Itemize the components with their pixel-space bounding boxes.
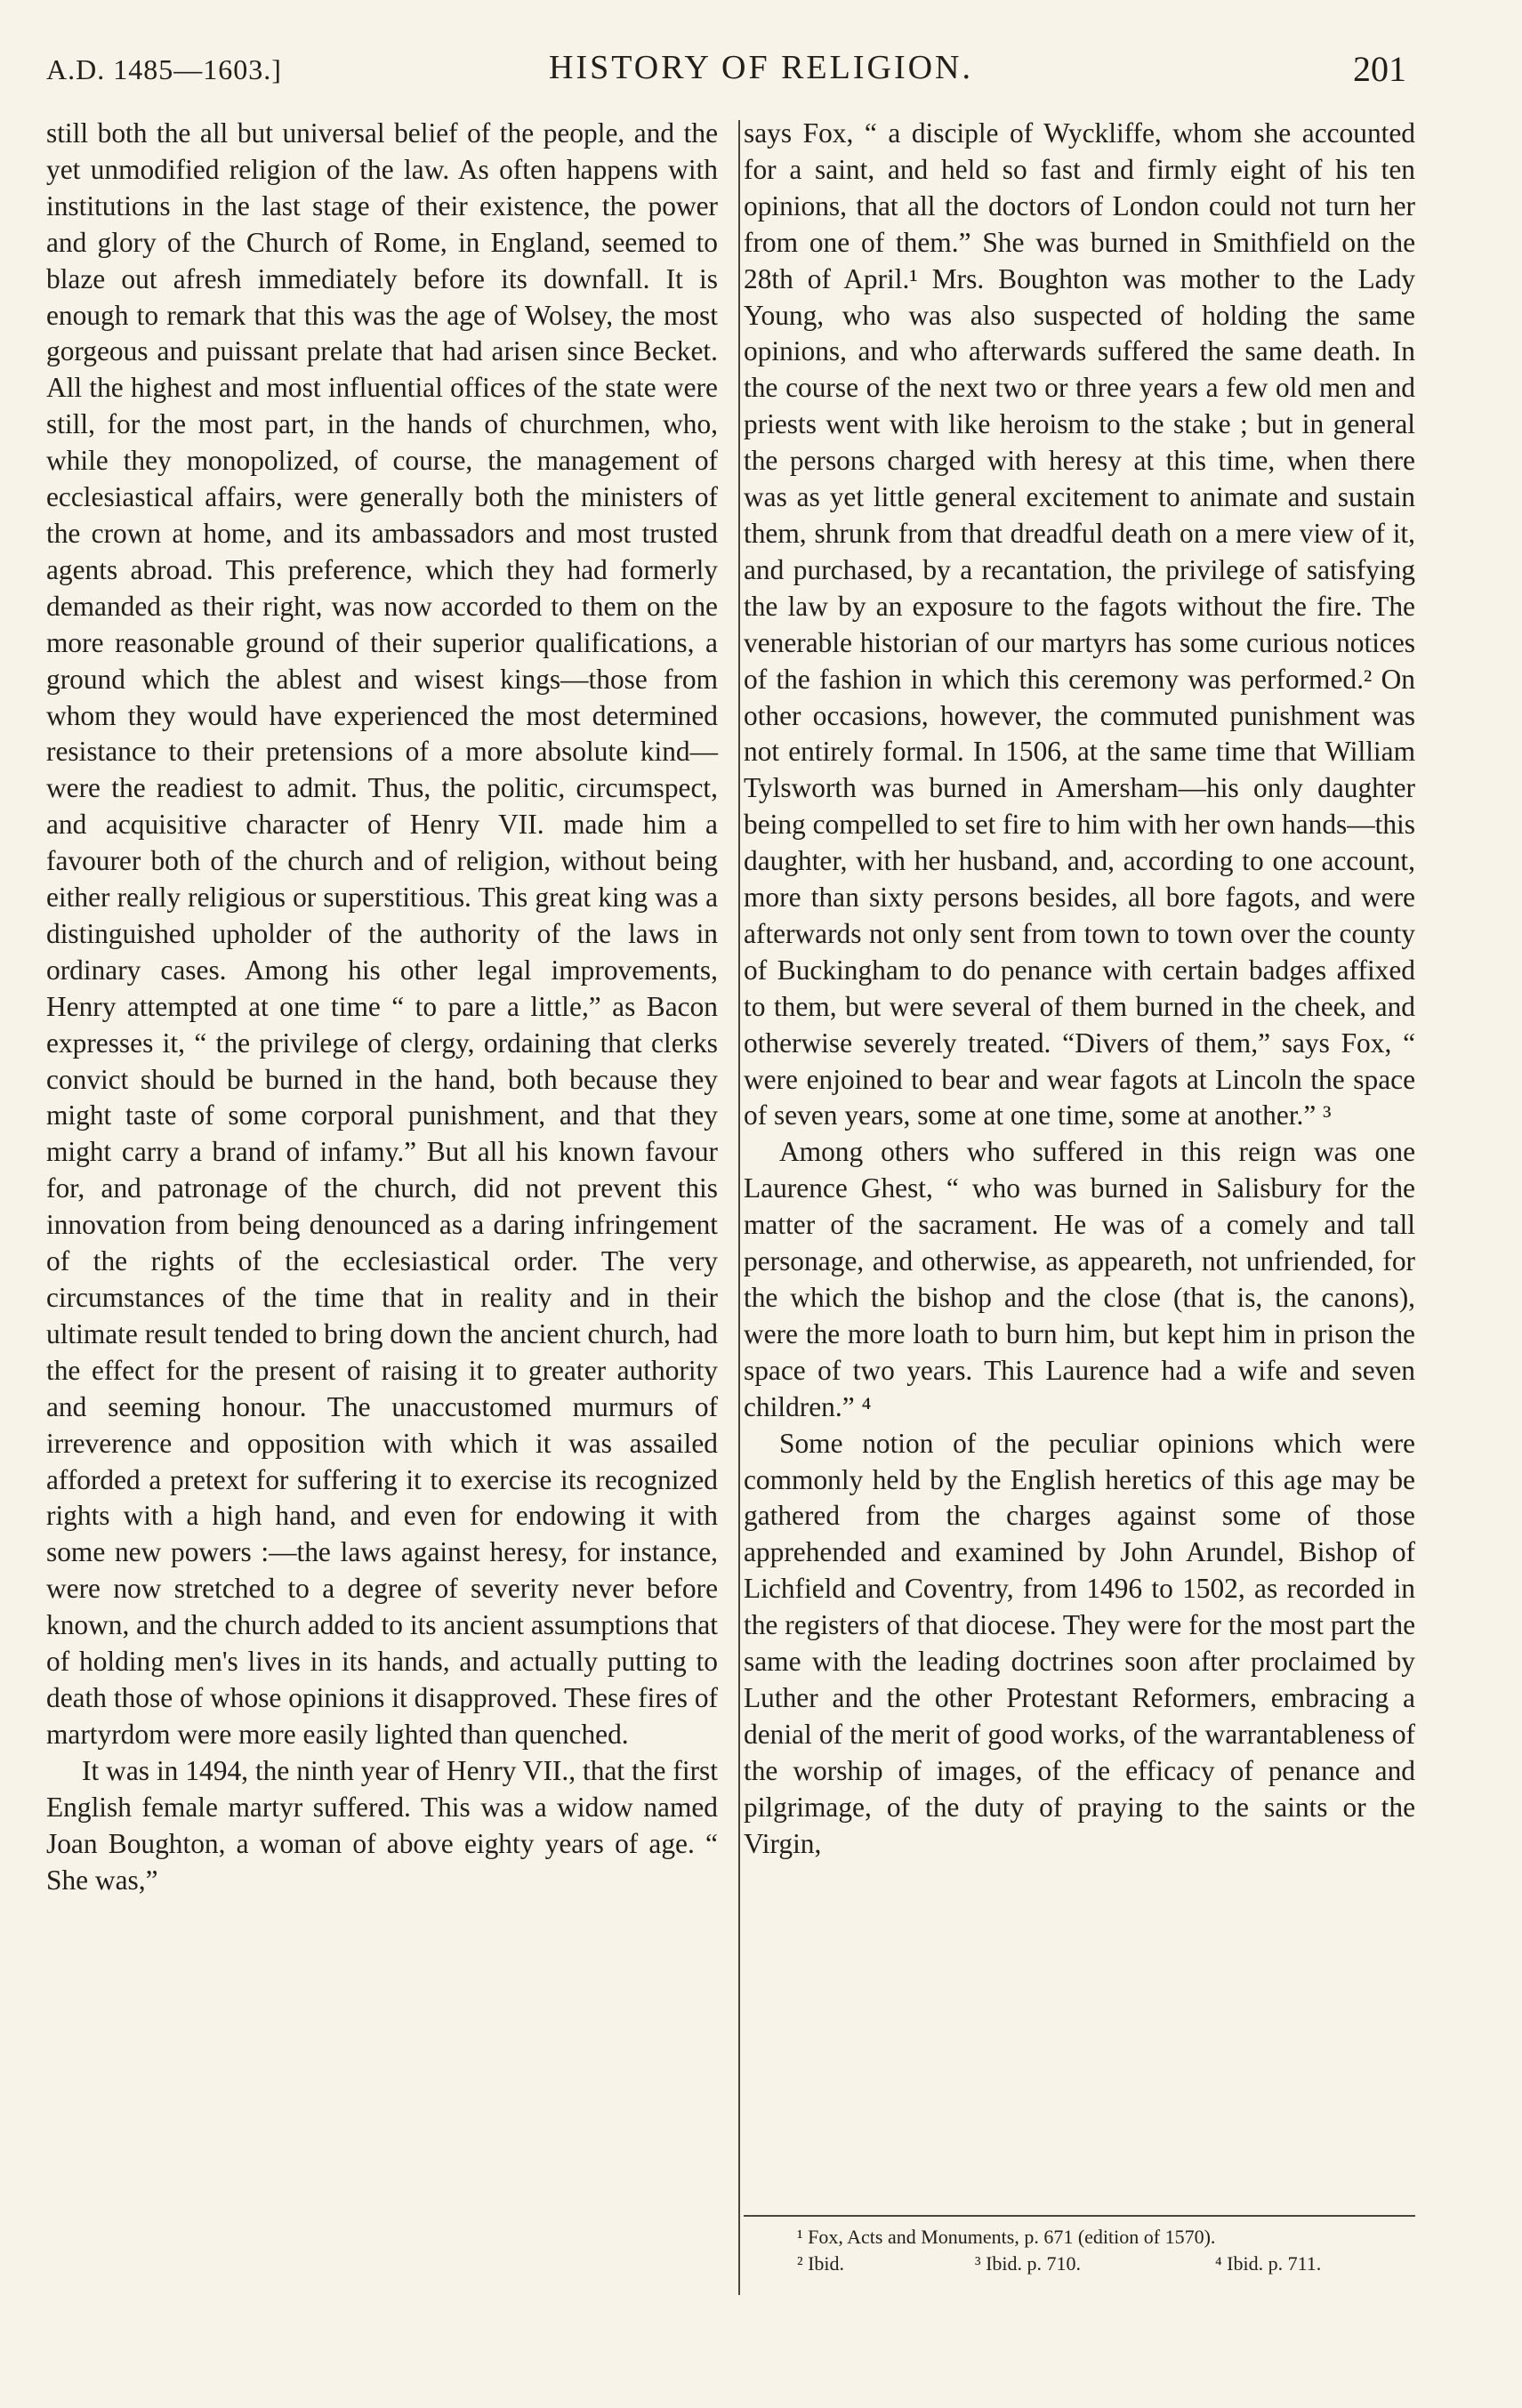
footnote-4: ⁴ Ibid. p. 711.	[1215, 2252, 1322, 2275]
footnote-2: ² Ibid.	[797, 2252, 845, 2275]
right-column	[744, 116, 1415, 1863]
footnote-row-2	[744, 2251, 1415, 2277]
header-title: HISTORY OF RELIGION.	[549, 49, 973, 86]
column-divider	[738, 120, 740, 2295]
right-paragraph-2: Among others who suffered in this reign was one Laurence Ghest, “ who was burned in Salisbury for the matter of the sacrament. He was of a comely and tall personage, and otherwise, as appeareth, not unfriended, for the which the bishop and the close (that is, the canons), were the more loath to burn him, but kept him in prison the space of two years. This Laurence had a wife and seven children.” ⁴	[744, 1136, 1415, 1422]
header-date-range: A.D. 1485—1603.]	[46, 53, 282, 85]
left-column	[46, 116, 718, 1898]
left-paragraph-2: It was in 1494, the ninth year of Henry VII., that the first English female martyr suffered. This was a widow named Joan Boughton, a woman of above eighty years of age. “ She was,”	[46, 1754, 718, 1896]
footnote-1: ¹ Fox, Acts and Monuments, p. 671 (edition of 1570).	[797, 2226, 1216, 2248]
running-head	[0, 48, 1522, 93]
right-paragraph-3: Some notion of the peculiar opinions which were commonly held by the English heretics of this age may be gathered from the charges against some of those apprehended and examined by John Arundel, Bishop of Lichfield and Coventry, from 1496 to 1502, as recorded in the registers of that diocese. They were for the most part the same with the leading doctrines soon after proclaimed by Luther and the other Protestant Reformers, embracing a denial of the merit of good works, of the warrantableness of the worship of images, of the efficacy of penance and pilgrimage, of the duty of praying to the saints or the Virgin,	[744, 1427, 1415, 1859]
right-paragraph-1: says Fox, “ a disciple of Wyckliffe, whom she accounted for a saint, and held so fast and firmly eight of his ten opinions, that all the doctors of London could not turn her from one of them.” She was burned in Smithfield on the 28th of April.¹ Mrs. Boughton was mother to the Lady Young, who was also suspected of holding the same opinions, and who afterwards suffered the same death. In the course of the next two or three years a few old men and priests went with like heroism to the stake ; but in general the persons charged with heresy at this time, when there was as yet little general excitement to animate and sustain them, shrunk from that dreadful death on a mere view of it, and purchased, by a recantation, the privilege of satisfying the law by an exposure to the fagots without the fire. The venerable historian of our martyrs has some curious notices of the fashion in which this ceremony was performed.² On other occasions, however, the commuted punishment was not entirely formal. In 1506, at the same time that William Tylsworth was burned in Amersham—his only daughter being compelled to set fire to him with her own hands—this daughter, with her husband, and, according to one account, more than sixty persons besides, all bore fagots, and were afterwards not only sent from town to town over the county of Buckingham to do penance with certain badges affixed to them, but were several of them burned in the cheek, and otherwise severely treated. “Divers of them,” says Fox, “ were enjoined to bear and wear fagots at Lincoln the space of seven years, some at one time, some at another.” ³	[744, 117, 1415, 1132]
footnotes	[744, 2224, 1415, 2277]
page-number: 201	[1353, 49, 1406, 89]
left-paragraph-1: still both the all but universal belief of the people, and the yet unmodified religion of the law. As often happens with institutions in the last stage of their existence, the power and glory of the Church of Rome, in England, seemed to blaze out afresh immediately before its downfall. It is enough to remark that this was the age of Wolsey, the most gorgeous and puissant prelate that had arisen since Becket. All the highest and most influential offices of the state were still, for the most part, in the hands of churchmen, who, while they monopolized, of course, the management of ecclesiastical affairs, were generally both the ministers of the crown at home, and its ambassadors and most trusted agents abroad. This preference, which they had formerly demanded as their right, was now accorded to them on the more reasonable ground of their superior qualifications, a ground which the ablest and wisest kings—those from whom they would have experienced the most determined resistance to their pretensions of a more absolute kind—were the readiest to admit. Thus, the politic, circumspect, and acquisitive character of Henry VII. made him a favourer both of the church and of religion, without being either really religious or superstitious. This great king was a distinguished upholder of the authority of the laws in ordinary cases. Among his other legal improvements, Henry attempted at one time “ to pare a little,” as Bacon expresses it, “ the privilege of clergy, ordaining that clerks convict should be burned in the hand, both because they might taste of some corporal punishment, and that they might carry a brand of infamy.” But all his known favour for, and patronage of the church, did not prevent this innovation from being denounced as a daring infringement of the rights of the ecclesiastical order. The very circumstances of the time that in reality and in their ultimate result tended to bring down the ancient church, had the effect for the present of raising it to greater authority and seeming honour. The unaccustomed murmurs of irreverence and opposition with which it was assailed afforded a pretext for suffering it to exercise its recognized rights with a high hand, and even for endowing it with some new powers :—the laws against heresy, for instance, were now stretched to a degree of severity never before known, and the church added to its ancient assumptions that of holding men's lives in its hands, and actually putting to death those of whose opinions it disapproved. These fires of martyrdom were more easily lighted than quenched.	[46, 117, 718, 1750]
footnote-row-1	[744, 2224, 1415, 2251]
footnote-3: ³ Ibid. p. 710.	[975, 2252, 1082, 2275]
footnote-divider	[744, 2215, 1415, 2217]
